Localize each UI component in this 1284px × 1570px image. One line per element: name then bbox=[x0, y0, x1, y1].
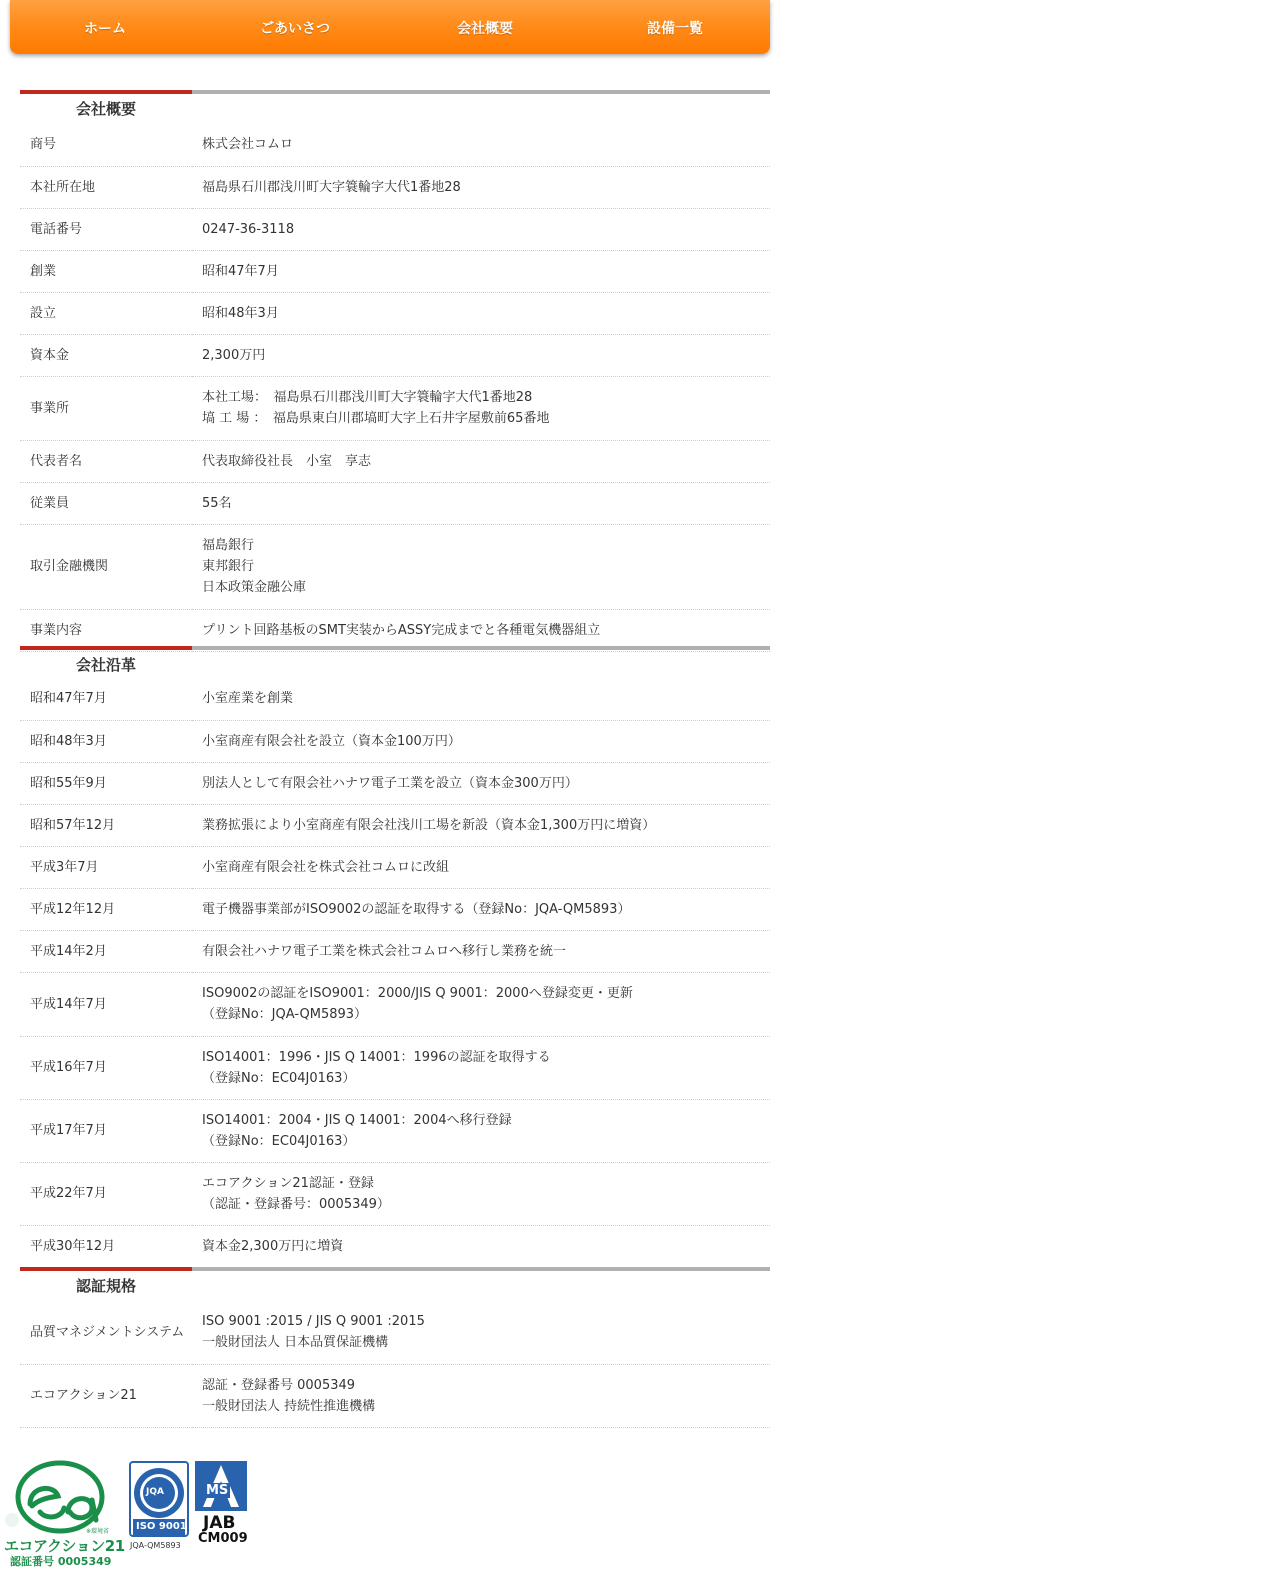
row-value-line: ISO 9001 :2015 / JIS Q 9001 :2015 bbox=[202, 1314, 425, 1330]
row-value bbox=[192, 609, 770, 651]
table-row bbox=[20, 376, 770, 440]
row-label: 昭和55年9月 bbox=[20, 762, 192, 804]
ea-logo-number: 認証番号 0005349 bbox=[10, 1555, 112, 1568]
table-row bbox=[20, 208, 770, 250]
row-value bbox=[192, 804, 770, 846]
row-label: 設立 bbox=[20, 292, 192, 334]
nav-equipment-list[interactable]: 設備一覧 bbox=[647, 21, 703, 37]
row-value-line: （登録No：JQA-QM5893） bbox=[202, 1007, 368, 1022]
row-value-line: 本社工場： 福島県石川郡浅川町大字簑輪字大代1番地28 bbox=[202, 390, 533, 405]
row-value-line: 昭和47年7月 bbox=[202, 263, 279, 279]
table-row bbox=[20, 292, 770, 334]
row-value bbox=[192, 930, 770, 972]
row-value-line: 電子機器事業部がISO9002の認証を取得する（登録No：JQA-QM5893） bbox=[202, 901, 631, 917]
jab-logo-code: CM009 bbox=[198, 1531, 248, 1546]
section-rule-accent bbox=[20, 646, 192, 650]
ea-logo-name: エコアクション21 bbox=[4, 1537, 125, 1555]
row-value-line: 塙 工 場 ： 福島県東白川郡塙町大字上石井字屋敷前65番地 bbox=[202, 411, 550, 426]
table-row bbox=[20, 762, 770, 804]
row-value-line: 2,300万円 bbox=[202, 347, 266, 363]
row-value-line: 東邦銀行 bbox=[202, 559, 255, 574]
row-label: 事業内容 bbox=[20, 609, 192, 651]
row-label: 平成30年12月 bbox=[20, 1225, 192, 1267]
row-value-line: 別法人として有限会社ハナワ電子工業を設立（資本金300万円） bbox=[202, 775, 578, 791]
company-history-table bbox=[20, 678, 770, 1268]
ea-logo-note: ※環境省 bbox=[86, 1528, 110, 1535]
row-value-line: 資本金2,300万円に増資 bbox=[202, 1238, 344, 1254]
table-row bbox=[20, 482, 770, 524]
row-value-line: 小室産業を創業 bbox=[202, 691, 294, 707]
table-row bbox=[20, 888, 770, 930]
row-value bbox=[192, 1225, 770, 1267]
section-rule-accent bbox=[20, 90, 192, 94]
row-value-line: 福島県石川郡浅川町大字簑輪字大代1番地28 bbox=[202, 179, 461, 195]
section-rule bbox=[192, 90, 770, 94]
row-value-line: 福島銀行 bbox=[202, 538, 255, 553]
table-row bbox=[20, 440, 770, 482]
row-label: 平成14年2月 bbox=[20, 930, 192, 972]
iso-logo-label: ISO 9001 bbox=[136, 1521, 187, 1532]
row-value bbox=[192, 292, 770, 334]
certification-logos bbox=[0, 1456, 260, 1568]
section-title: 会社沿革 bbox=[75, 656, 136, 674]
row-value-line: 有限会社ハナワ電子工業を株式会社コムロへ移行し業務を統一 bbox=[202, 943, 567, 959]
row-value bbox=[192, 1301, 770, 1364]
row-label: 平成3年7月 bbox=[20, 846, 192, 888]
row-value bbox=[192, 1099, 770, 1162]
row-value bbox=[192, 888, 770, 930]
row-value-line: 小室商産有限会社を設立（資本金100万円） bbox=[202, 733, 461, 749]
table-row bbox=[20, 524, 770, 609]
jab-logo-label: JAB bbox=[203, 1513, 236, 1533]
iso-logo-badge: JQA bbox=[146, 1487, 164, 1497]
row-value-line: 一般財団法人 日本品質保証機構 bbox=[202, 1335, 389, 1351]
nav-greeting[interactable]: ごあいさつ bbox=[260, 21, 330, 37]
section-header bbox=[20, 1267, 770, 1301]
table-row bbox=[20, 678, 770, 720]
row-label: 平成17年7月 bbox=[20, 1099, 192, 1162]
iso-9001-jqa-logo-icon bbox=[128, 1461, 192, 1553]
row-label: 昭和47年7月 bbox=[20, 678, 192, 720]
section-rule bbox=[192, 1267, 770, 1271]
table-row bbox=[20, 930, 770, 972]
table-row bbox=[20, 334, 770, 376]
row-value bbox=[192, 678, 770, 720]
table-row bbox=[20, 720, 770, 762]
row-label: 代表者名 bbox=[20, 440, 192, 482]
row-label: 従業員 bbox=[20, 482, 192, 524]
table-row bbox=[20, 1036, 770, 1099]
row-value bbox=[192, 334, 770, 376]
row-label: 資本金 bbox=[20, 334, 192, 376]
section-rule bbox=[192, 646, 770, 650]
row-label: 平成22年7月 bbox=[20, 1162, 192, 1225]
row-value-line: 業務拡張により小室商産有限会社浅川工場を新設（資本金1,300万円に増資） bbox=[202, 817, 656, 833]
table-row bbox=[20, 609, 770, 651]
row-value-line: 0247-36-3118 bbox=[202, 221, 295, 237]
company-profile-table bbox=[20, 124, 770, 652]
row-value bbox=[192, 846, 770, 888]
table-row bbox=[20, 804, 770, 846]
row-value-line: エコアクション21認証・登録 bbox=[202, 1175, 374, 1191]
table-row bbox=[20, 972, 770, 1036]
row-value-line: 認証・登録番号 0005349 bbox=[202, 1377, 356, 1393]
table-row bbox=[20, 250, 770, 292]
row-value-line: 株式会社コムロ bbox=[202, 137, 294, 153]
row-value-line: プリント回路基板のSMT実装からASSY完成までと各種電気機器組立 bbox=[202, 622, 601, 638]
table-row bbox=[20, 124, 770, 166]
row-value-line: （登録No：EC04J0163） bbox=[202, 1070, 356, 1086]
section-rule-accent bbox=[20, 1267, 192, 1271]
row-value bbox=[192, 250, 770, 292]
row-value-line: 一般財団法人 持続性推進機構 bbox=[202, 1398, 376, 1414]
table-row bbox=[20, 1364, 770, 1427]
ea-logo-icon bbox=[2, 1460, 125, 1568]
row-value-line: （登録No：EC04J0163） bbox=[202, 1133, 356, 1149]
section-title: 会社概要 bbox=[75, 100, 136, 118]
row-label: 昭和57年12月 bbox=[20, 804, 192, 846]
row-value-line: ISO14001：1996・JIS Q 14001：1996の認証を取得する bbox=[202, 1049, 551, 1065]
certifications-table bbox=[20, 1301, 770, 1428]
row-label: 平成12年12月 bbox=[20, 888, 192, 930]
row-value bbox=[192, 1162, 770, 1225]
row-label: 平成16年7月 bbox=[20, 1036, 192, 1099]
iso-logo-caption: JQA-QM5893 bbox=[130, 1541, 181, 1550]
row-value bbox=[192, 376, 770, 440]
row-label: 取引金融機関 bbox=[20, 524, 192, 609]
row-label: 本社所在地 bbox=[20, 166, 192, 208]
table-row bbox=[20, 846, 770, 888]
table-row bbox=[20, 166, 770, 208]
section-header bbox=[20, 646, 770, 678]
row-value-line: 55名 bbox=[202, 495, 232, 511]
row-value bbox=[192, 482, 770, 524]
row-value bbox=[192, 762, 770, 804]
jab-logo-icon bbox=[195, 1461, 247, 1551]
row-label: 品質マネジメントシステム bbox=[20, 1301, 192, 1364]
row-value bbox=[192, 208, 770, 250]
row-label: 電話番号 bbox=[20, 208, 192, 250]
row-value bbox=[192, 440, 770, 482]
row-value bbox=[192, 1036, 770, 1099]
row-label: 事業所 bbox=[20, 376, 192, 440]
row-label: 平成14年7月 bbox=[20, 972, 192, 1036]
row-value bbox=[192, 166, 770, 208]
jab-logo-ms: MS bbox=[206, 1483, 229, 1498]
row-value bbox=[192, 720, 770, 762]
row-value-line: 代表取締役社長 小室 享志 bbox=[202, 453, 372, 469]
row-label: 商号 bbox=[20, 124, 192, 166]
row-label: エコアクション21 bbox=[20, 1364, 192, 1427]
row-value-line: ISO14001：2004・JIS Q 14001：2004へ移行登録 bbox=[202, 1112, 512, 1128]
row-label: 創業 bbox=[20, 250, 192, 292]
nav-company-profile[interactable]: 会社概要 bbox=[457, 21, 513, 37]
company-profile-section bbox=[20, 90, 770, 652]
row-value bbox=[192, 524, 770, 609]
global-nav bbox=[10, 0, 770, 54]
table-row bbox=[20, 1301, 770, 1364]
table-row bbox=[20, 1162, 770, 1225]
row-value bbox=[192, 124, 770, 166]
table-row bbox=[20, 1225, 770, 1267]
row-value bbox=[192, 1364, 770, 1427]
row-value-line: （認証・登録番号：0005349） bbox=[202, 1196, 390, 1212]
row-value-line: ISO9002の認証をISO9001：2000/JIS Q 9001：2000へ登録変更・更新 bbox=[202, 986, 633, 1001]
table-row bbox=[20, 1099, 770, 1162]
row-value-line: 日本政策金融公庫 bbox=[202, 580, 307, 595]
company-history-section bbox=[20, 646, 770, 1268]
section-header bbox=[20, 90, 770, 124]
row-value-line: 小室商産有限会社を株式会社コムロに改組 bbox=[202, 859, 450, 875]
row-label: 昭和48年3月 bbox=[20, 720, 192, 762]
row-value-line: 昭和48年3月 bbox=[202, 305, 279, 321]
section-title: 認証規格 bbox=[75, 1277, 136, 1295]
row-value bbox=[192, 972, 770, 1036]
nav-home[interactable]: ホーム bbox=[84, 21, 126, 37]
certifications-section bbox=[20, 1267, 770, 1428]
